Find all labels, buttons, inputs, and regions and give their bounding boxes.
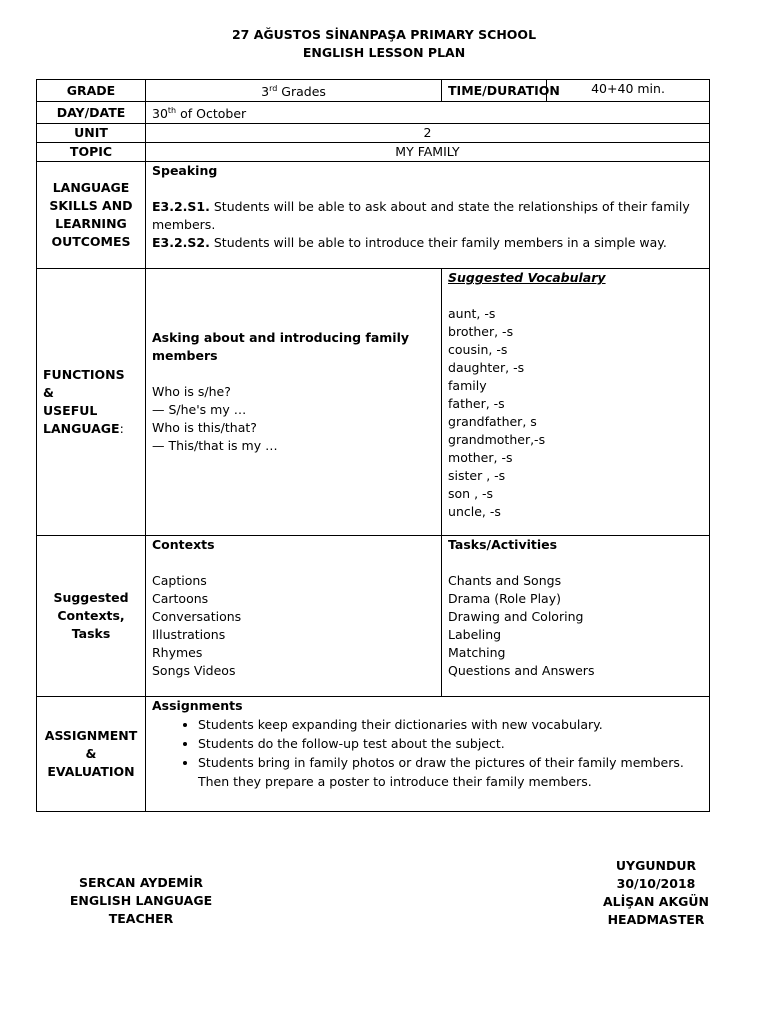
date-label: DAY/DATE — [37, 102, 146, 124]
tasks-list — [448, 572, 703, 680]
unit-value: 2 — [146, 124, 710, 143]
teacher-name: SERCAN AYDEMİR — [79, 875, 203, 890]
approval-date: 30/10/2018 — [616, 876, 696, 891]
grade-label: GRADE — [37, 80, 146, 102]
vocabulary-item: father, -s — [448, 396, 505, 412]
skills-content — [146, 162, 710, 269]
grade-value: 3rd Grades — [146, 80, 442, 102]
task-item: Chants and Songs — [448, 573, 562, 589]
assignment-heading: Assignments — [152, 698, 243, 714]
teacher-signature — [44, 874, 238, 928]
task-item: Matching — [448, 645, 506, 661]
context-item: Songs Videos — [152, 663, 236, 679]
vocabulary-item: cousin, -s — [448, 342, 508, 358]
vocabulary-item: grandfather, s — [448, 414, 537, 430]
skills-label: LANGUAGE SKILLS AND LEARNING OUTCOMES — [37, 162, 146, 269]
assignment-item: • Students bring in family photos or draw the pictures of their family members. Then they prepare a poster to introduce their family members. — [198, 753, 703, 791]
tasks-heading: Tasks/Activities — [448, 537, 558, 553]
vocabulary-item: family — [448, 378, 487, 394]
headmaster-role: HEADMASTER — [607, 912, 705, 927]
assignment-list — [152, 715, 703, 791]
phrase-item: Who is this/that? — [152, 420, 257, 436]
functions-heading: Asking about and introducing family members — [152, 330, 410, 364]
vocabulary-item: uncle, -s — [448, 504, 501, 520]
phrase-item: — S/he's my … — [152, 402, 247, 418]
headmaster-signature — [586, 857, 726, 929]
contexts-row — [37, 536, 710, 697]
skills-row — [37, 162, 710, 269]
assignment-content — [146, 697, 710, 812]
date-value: 30th of October — [146, 102, 710, 124]
vocabulary-item: sister , -s — [448, 468, 506, 484]
vocabulary-item: mother, -s — [448, 450, 513, 466]
functions-row — [37, 269, 710, 536]
vocabulary-item: brother, -s — [448, 324, 514, 340]
plan-title: ENGLISH LESSON PLAN — [302, 45, 466, 60]
outcome-1: E3.2.S1. Students will be able to ask about and state the relationships of their family members. — [152, 199, 690, 233]
phrase-list — [152, 383, 435, 455]
context-item: Captions — [152, 573, 207, 589]
lesson-plan-table — [36, 79, 710, 812]
tasks-content — [442, 536, 710, 697]
functions-label: FUNCTIONS & USEFUL LANGUAGE: — [37, 269, 146, 536]
task-item: Questions and Answers — [448, 663, 595, 679]
context-item: Illustrations — [152, 627, 226, 643]
vocabulary-content — [442, 269, 710, 536]
vocabulary-item: aunt, -s — [448, 306, 496, 322]
vocabulary-item: son , -s — [448, 486, 494, 502]
skills-heading: Speaking — [152, 163, 218, 179]
topic-label: TOPIC — [37, 143, 146, 162]
contexts-content — [146, 536, 442, 697]
assignment-row — [37, 697, 710, 812]
date-row — [37, 102, 710, 124]
outcome-2: E3.2.S2. Students will be able to introduce their family members in a simple way. — [152, 235, 667, 251]
assignment-item: • Students keep expanding their dictionaries with new vocabulary. — [198, 715, 703, 734]
vocabulary-heading: Suggested Vocabulary — [448, 270, 606, 286]
assignment-item: • Students do the follow-up test about the subject. — [198, 734, 703, 753]
task-item: Labeling — [448, 627, 502, 643]
time-label: TIME/DURATION — [442, 80, 547, 102]
approval-text: UYGUNDUR — [615, 858, 697, 873]
teacher-role: ENGLISH LANGUAGE TEACHER — [69, 893, 213, 926]
task-item: Drawing and Coloring — [448, 609, 584, 625]
task-item: Drama (Role Play) — [448, 591, 561, 607]
vocabulary-item: grandmother,-s — [448, 432, 546, 448]
time-value: 40+40 min. — [547, 80, 710, 102]
functions-content — [146, 269, 442, 536]
phrase-item: Who is s/he? — [152, 384, 231, 400]
contexts-list — [152, 572, 435, 680]
context-item: Cartoons — [152, 591, 209, 607]
vocabulary-list — [448, 305, 703, 521]
contexts-heading: Contexts — [152, 537, 215, 553]
unit-label: UNIT — [37, 124, 146, 143]
school-name: 27 AĞUSTOS SİNANPAŞA PRIMARY SCHOOL — [231, 27, 537, 42]
headmaster-name: ALİŞAN AKGÜN — [602, 894, 709, 909]
unit-row — [37, 124, 710, 143]
vocabulary-item: daughter, -s — [448, 360, 525, 376]
context-item: Conversations — [152, 609, 242, 625]
contexts-label: Suggested Contexts, Tasks — [37, 536, 146, 697]
assignment-label: ASSIGNMENT & EVALUATION — [37, 697, 146, 812]
grade-row — [37, 80, 710, 102]
phrase-item: — This/that is my … — [152, 438, 278, 454]
topic-row — [37, 143, 710, 162]
context-item: Rhymes — [152, 645, 203, 661]
topic-value: MY FAMILY — [146, 143, 710, 162]
